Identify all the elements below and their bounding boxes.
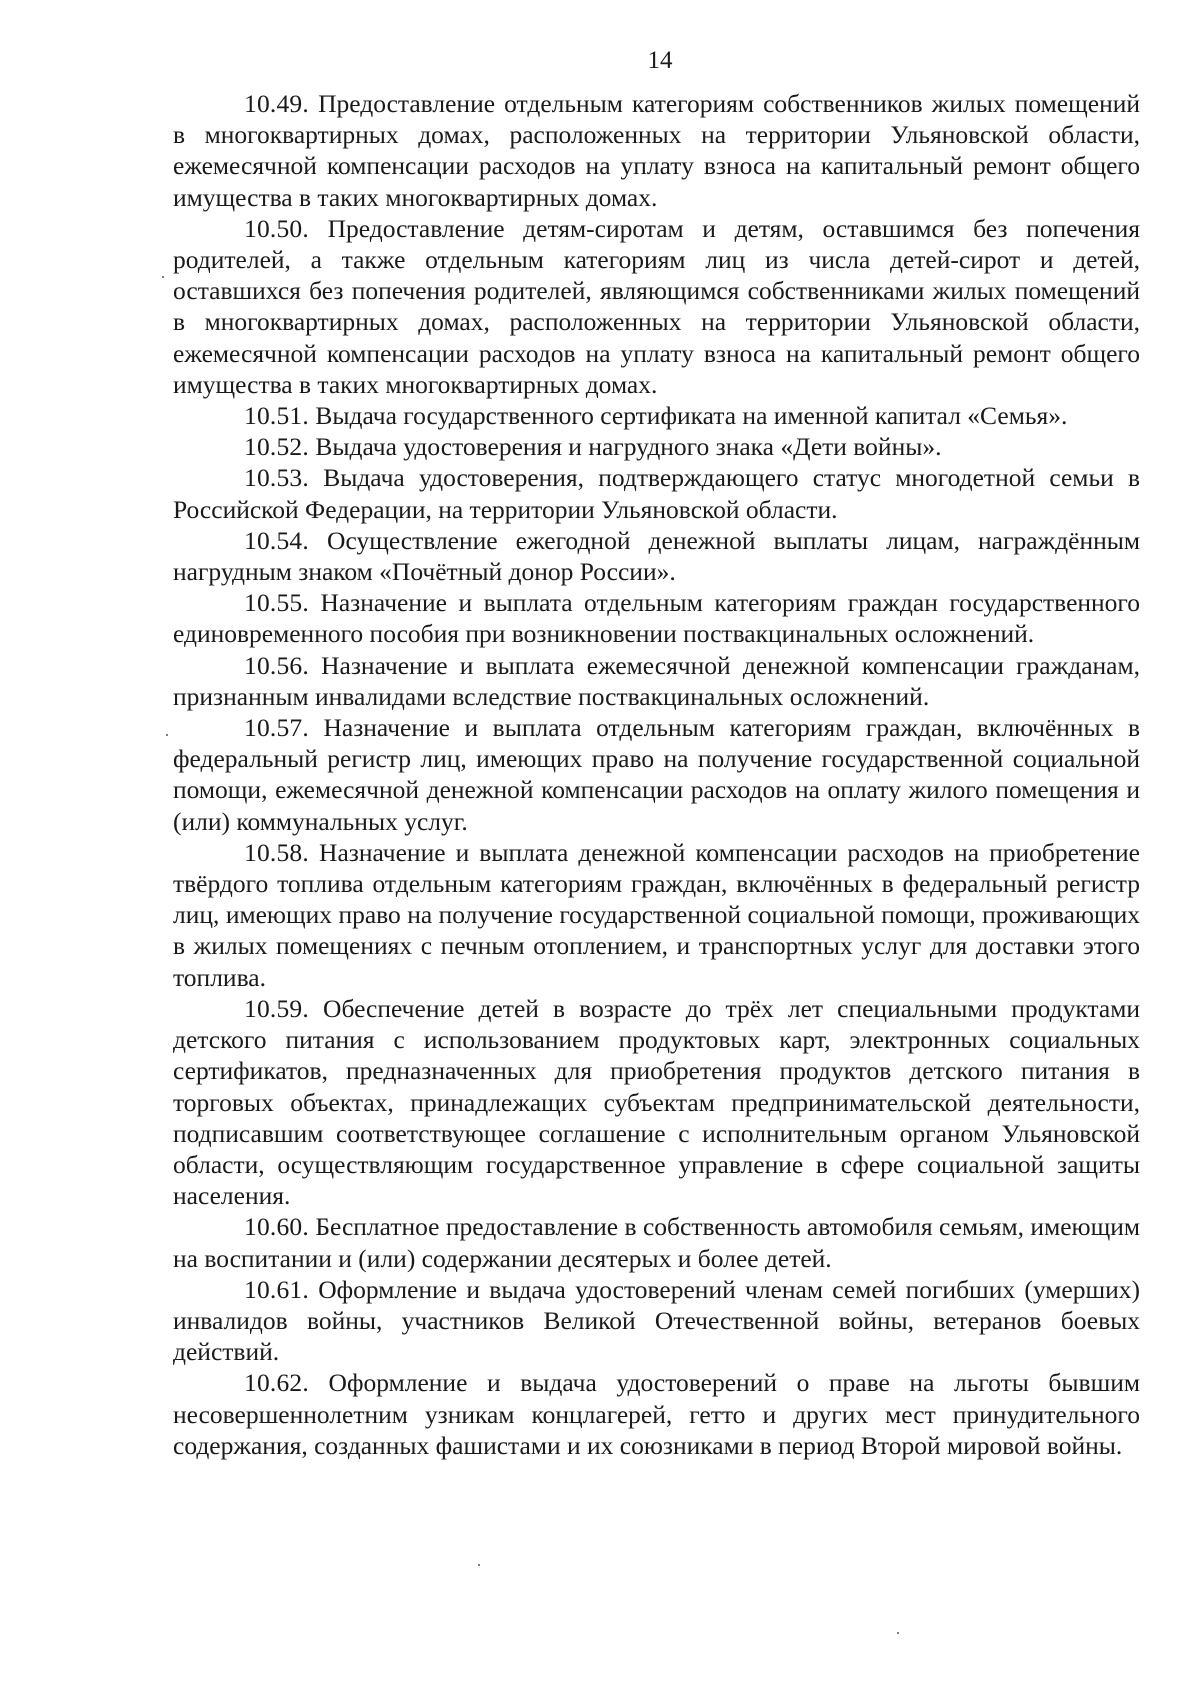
item-text: Назначение и выплата денежной компенсации расходов на приобретение твёрдого топлива отдельным категориям граждан, включённых в федеральный регистр лиц, имеющих право на получение государственной социальной помощи, проживающих в жилых помещениях с печным отоплением, и транспортных услуг для доставки этого топлива.	[173, 837, 1141, 992]
item-number: 10.61.	[244, 1274, 309, 1304]
item-number: 10.51.	[244, 401, 309, 431]
list-item	[173, 88, 1140, 213]
item-text: Выдача удостоверения и нагрудного знака «Дети войны».	[315, 432, 942, 462]
item-text: Назначение и выплата отдельным категориям граждан государственного единовременного пособия при возникновении поствакцинальных осложнений.	[173, 588, 1141, 649]
list-item	[173, 462, 1140, 524]
scan-speck	[166, 734, 168, 736]
item-number: 10.49.	[244, 89, 309, 118]
item-text: Предоставление детям-сиротам и детям, оставшимся без попечения родителей, а также отдельным категориям лиц из числа детей-сирот и детей, оставшихся без попечения родителей, являющимся собственниками жилых помещений в многоквартирных домах, расположенных на территории Ульяновской области, ежемесячной компенсации расходов на уплату взноса на капитальный ремонт общего имущества в таких многоквартирных домах.	[173, 213, 1141, 399]
item-number: 10.53.	[244, 463, 309, 493]
item-text: Бесплатное предоставление в собственность автомобиля семьям, имеющим на воспитании и (или) содержании десятерых и более детей.	[173, 1212, 1140, 1273]
list-item	[173, 431, 1140, 462]
list-item	[173, 650, 1140, 712]
list-item	[173, 1274, 1140, 1368]
list-item	[173, 213, 1140, 400]
item-number: 10.54.	[244, 525, 309, 555]
item-text: Назначение и выплата ежемесячной денежной компенсации гражданам, признанным инвалидами вследствие поствакцинальных осложнений.	[173, 650, 1141, 711]
item-number: 10.50.	[244, 213, 309, 243]
page-number: 14	[647, 47, 673, 74]
item-text: Выдача государственного сертификата на именной капитал «Семья».	[315, 401, 1068, 431]
item-number: 10.57.	[244, 713, 309, 743]
list-item	[173, 525, 1140, 587]
item-text: Обеспечение детей в возрасте до трёх лет специальными продуктами детского питания с использованием продуктовых карт, электронных социальных сертификатов, предназначенных для приобретения продуктов детского питания в торговых объектах, принадлежащих субъектам предпринимательской деятельности, подписавшим соответствующее соглашение с исполнительным органом Ульяновской области, осуществляющим государственное управление в сфере социальной защиты населения.	[173, 993, 1140, 1211]
list-item	[173, 1367, 1140, 1461]
item-text: Осуществление ежегодной денежной выплаты лицам, награждённым нагрудным знаком «Почётный донор России».	[173, 525, 1141, 587]
item-text: Оформление и выдача удостоверений членам семей погибших (умерших) инвалидов войны, участников Великой Отечественной войны, ветеранов боевых действий.	[173, 1274, 1140, 1367]
list-item	[173, 587, 1140, 649]
list-item	[173, 712, 1140, 837]
item-number: 10.52.	[244, 432, 309, 462]
item-text: Предоставление отдельным категориям собственников жилых помещений в многоквартирных домах, расположенных на территории Ульяновской области, ежемесячной компенсации расходов на уплату взноса на капитальный ремонт общего имущества в таких многоквартирных домах.	[173, 89, 1141, 212]
item-number: 10.62.	[244, 1368, 309, 1398]
item-number: 10.56.	[244, 650, 309, 680]
list-item	[173, 993, 1140, 1211]
scan-speck	[478, 1564, 480, 1566]
item-number: 10.55.	[244, 588, 309, 618]
item-text: Выдача удостоверения, подтверждающего статус многодетной семьи в Российской Федерации, на территории Ульяновской области.	[173, 463, 1140, 524]
document-body	[173, 88, 1140, 1461]
item-number: 10.59.	[244, 993, 309, 1023]
item-number: 10.60.	[244, 1212, 309, 1242]
list-item	[173, 1211, 1140, 1273]
item-number: 10.58.	[244, 837, 309, 867]
item-text: Оформление и выдача удостоверений о праве на льготы бывшим несовершеннолетним узникам концлагерей, гетто и других мест принудительного содержания, созданных фашистами и их союзниками в период Второй мировой войны.	[173, 1368, 1141, 1460]
scan-speck	[162, 276, 164, 278]
list-item	[173, 400, 1140, 431]
scan-speck	[897, 1632, 899, 1634]
list-item	[173, 837, 1140, 993]
item-text: Назначение и выплата отдельным категориям граждан, включённых в федеральный регистр лиц, имеющих право на получение государственной социальной помощи, ежемесячной денежной компенсации расходов на оплату жилого помещения и (или) коммунальных услуг.	[173, 713, 1140, 836]
